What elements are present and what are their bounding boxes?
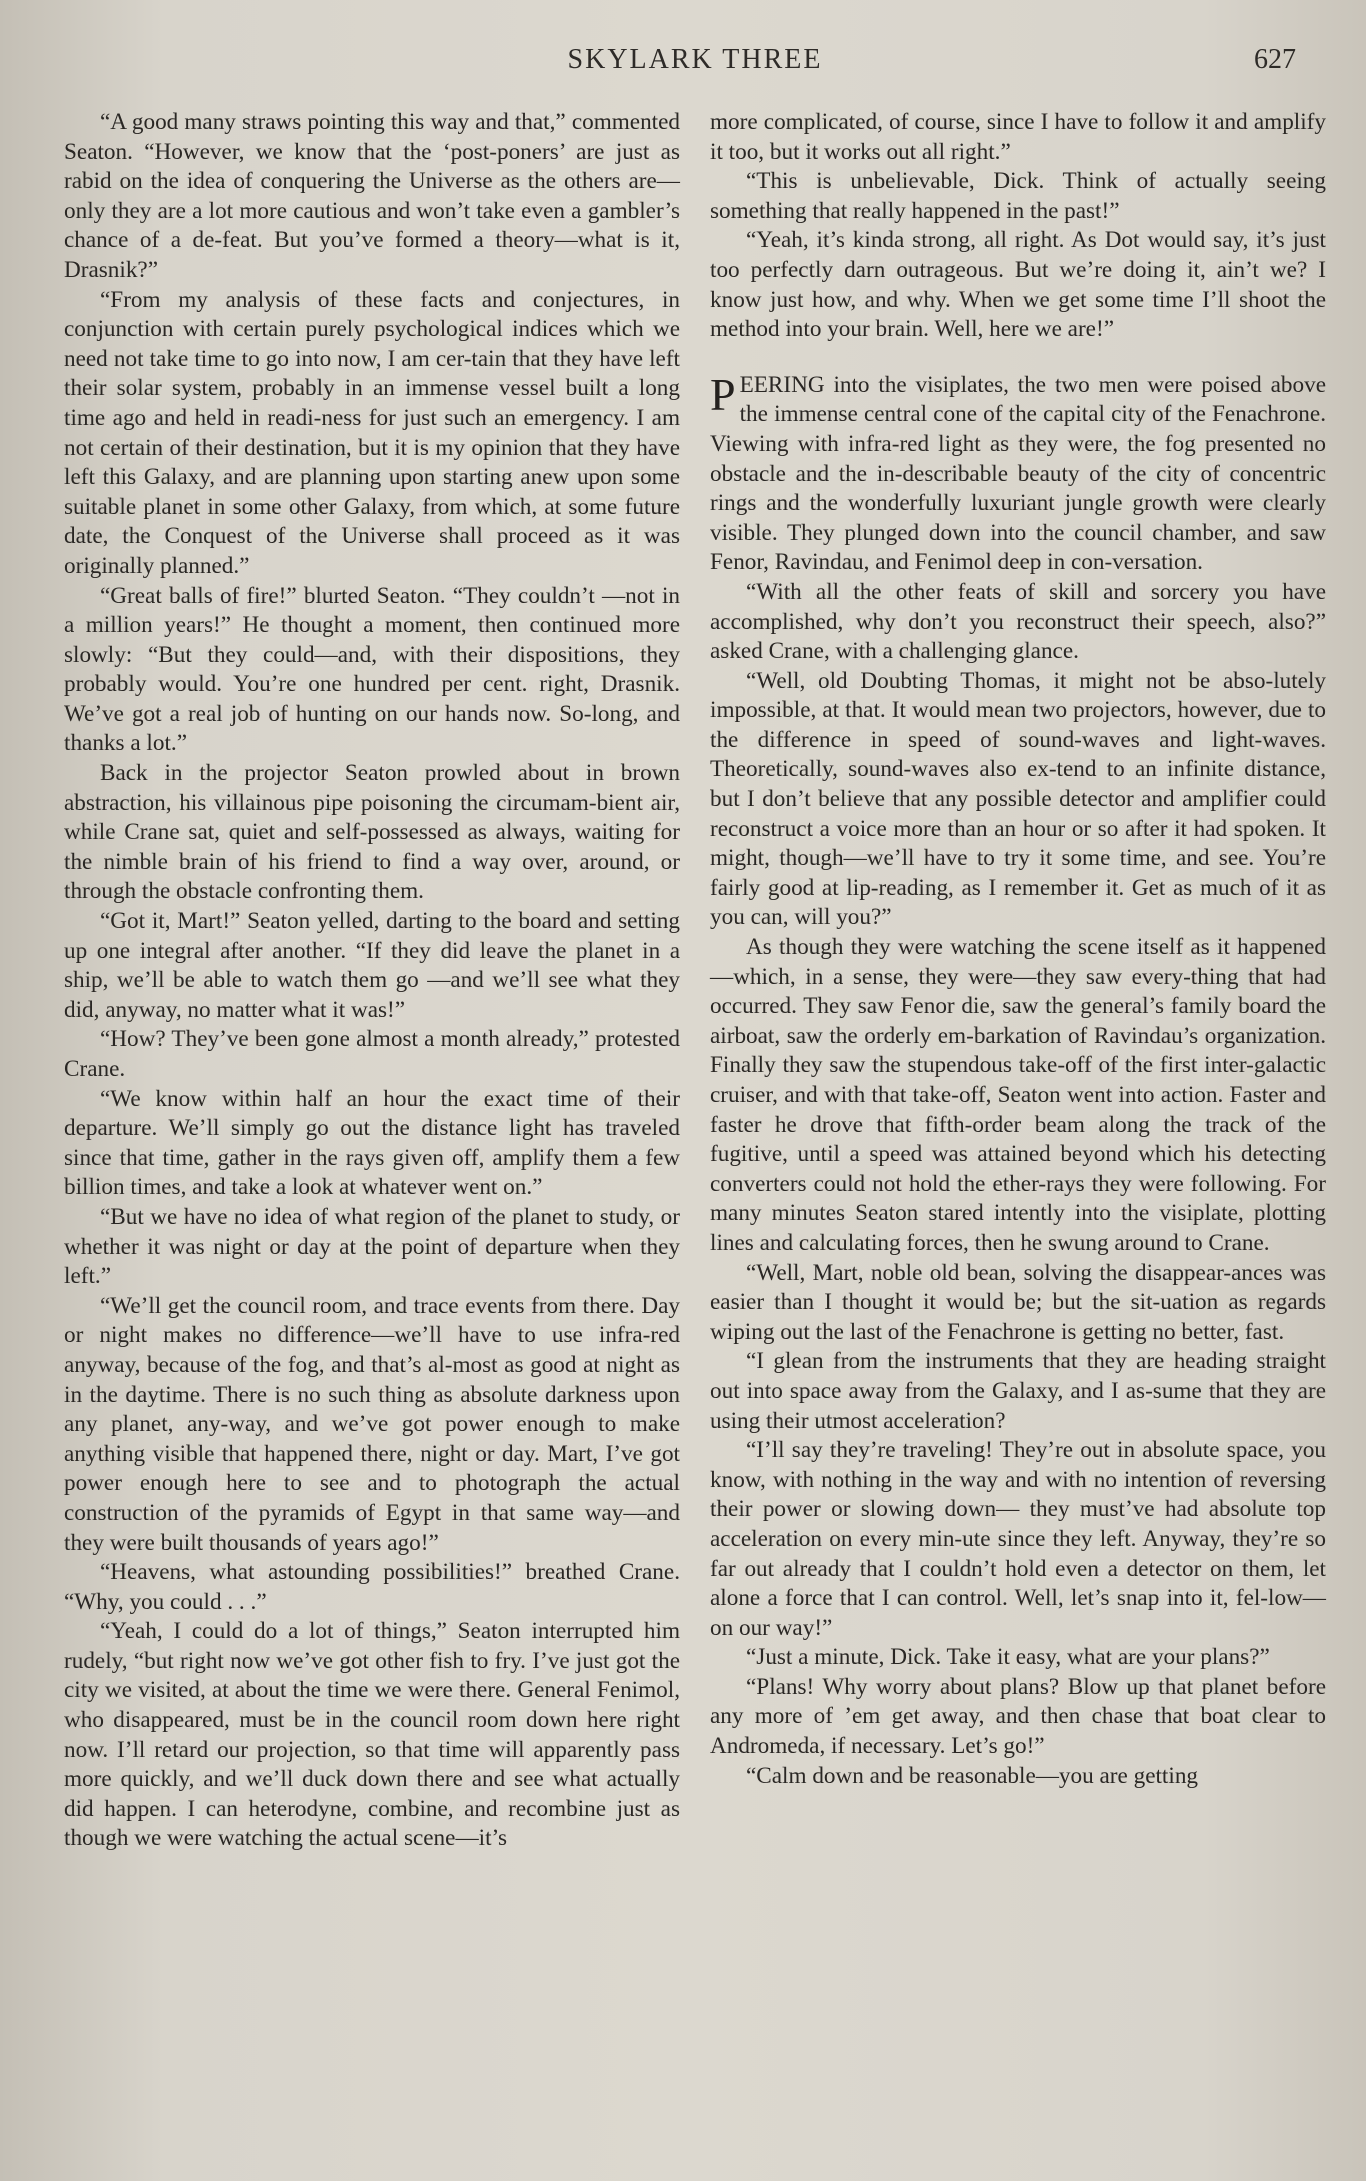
paragraph: “From my analysis of these facts and conjectures, in conjunction with certain purely psychological indices which we need not take time to go into now, I am cer-tain that they have left their solar system, probably in an immense vessel built a long time ago and held in readi-ness for just such an emergency. I am not certain of their destination, but it is my opinion that they have left this Galaxy, and are planning upon starting anew upon some suitable planet in some other Galaxy, from which, at some future date, the Conquest of the Universe shall proceed as it was originally planned.” (64, 286, 680, 579)
left-column (64, 108, 680, 1854)
paragraph: “Calm down and be reasonable—you are getting (746, 1762, 1199, 1789)
section-opening-text: EERING into the visiplates, the two men were poised above the immense central cone of the capital city of the Fenachrone. Viewing with infra-red light as they were, the fog presented no obstacle and the in-describable beauty of the city of concentric rings and the wonderfully luxuriant jungle growth were clearly visible. They plunged down into the council chamber, and saw Fenor, Ravindau, and Fenimol deep in con-versation. (710, 371, 1326, 576)
paragraph: “But we have no idea of what region of the planet to study, or whether it was night or day at the point of departure when they left.” (64, 1203, 680, 1290)
paragraph: “Plans! Why worry about plans? Blow up that planet before any more of ’em get away, and then chase that boat clear to Andromeda, if necessary. Let’s go!” (710, 1673, 1326, 1760)
paragraph: “We’ll get the council room, and trace events from there. Day or night makes no difference—we’ll have to use infra-red anyway, because of the fog, and that’s al-most as good at night as in the daytime. There is no such thing as absolute darkness upon any planet, any-way, and we’ve got power enough to make anything visible that happened there, night or day. Mart, I’ve got power enough here to see and to photograph the actual construction of the pyramids of Egypt in that same way—and they were built thousands of years ago!” (64, 1292, 680, 1556)
paragraph: Back in the projector Seaton prowled about in brown abstraction, his villainous pipe poisoning the circumam-bient air, while Crane sat, quiet and self-possessed as always, waiting for the nimble brain of his friend to find a way over, around, or through the obstacle confronting them. (64, 760, 680, 905)
paragraph: “Heavens, what astounding possibilities!” breathed Crane. “Why, you could . . .” (64, 1559, 680, 1615)
paragraph: “Got it, Mart!” Seaton yelled, darting to the board and setting up one integral after another. “If they did leave the planet in a ship, we’ll be able to watch them go —and we’ll see what they did, anyway, no matter what it was!” (64, 908, 680, 1023)
paragraph: “We know within half an hour the exact time of their departure. We’ll simply go out the distance light has traveled since that time, gather in the rays given off, amplify them a few billion times, and take a look at whatever went on.” (64, 1085, 680, 1201)
paragraph: “Yeah, I could do a lot of things,” Seaton interrupted him rudely, “but right now we’ve got other fish to fry. I’ve just got the city we visited, at about the time we were there. General Fenimol, who disappeared, must be in the council room down here right now. I’ll retard our projection, so that time will apparently pass more quickly, and we’ll duck down there and see what actually did happen. I can heterodyne, combine, and recombine just as though we were watching the actual scene—it’s (64, 1618, 680, 1852)
drop-cap: P (710, 368, 736, 420)
paragraph: “A good many straws pointing this way and that,” commented Seaton. “However, we know that the ‘post-poners’ are just as rabid on the idea of conquering the Universe as the others are—only they are a lot more cautious and won’t take even a gambler’s chance of a de-feat. But you’ve formed a theory—what is it, Drasnik?” (64, 109, 680, 283)
running-title: SKYLARK THREE (567, 44, 823, 75)
paragraph: “I glean from the instruments that they are heading straight out into space away from the Galaxy, and I as-sume that they are using their utmost acceleration? (710, 1348, 1326, 1434)
paragraph: “Great balls of fire!” blurted Seaton. “They couldn’t —not in a million years!” He thought a moment, then continued more slowly: “But they could—and, with their dispositions, they probably would. You’re one hundred per cent. right, Drasnik. We’ve got a real job of hunting on our hands now. So-long, and thanks a lot.” (64, 582, 680, 757)
paragraph: “Well, old Doubting Thomas, it might not be abso-lutely impossible, at that. It would mean two projectors, however, due to the difference in speed of sound-waves and light-waves. Theoretically, sound-waves also ex-tend to an infinite distance, but I don’t believe that any possible detector and amplifier could reconstruct a voice more than an hour or so after it had spoken. It might, though—we’ll have to try it some time, and see. You’re fairly good at lip-reading, as I remember it. Get as much of it as you can, will you?” (710, 667, 1326, 931)
paragraph: “Yeah, it’s kinda strong, all right. As Dot would say, it’s just too perfectly darn outrageous. But we’re doing it, ain’t we? I know just how, and why. When we get some time I’ll shoot the method into your brain. Well, here we are!” (710, 227, 1326, 343)
paragraph: “I’ll say they’re traveling! They’re out in absolute space, you know, with nothing in the way and with no intention of reversing their power or slowing down— they must’ve had absolute top acceleration on every min-ute since they left. Anyway, they’re so far out already that I couldn’t hold even a detector on them, let alone a force that I can control. Well, let’s snap into it, fel-low—on our way!” (710, 1437, 1326, 1641)
paragraph: As though they were watching the scene itself as it happened—which, in a sense, they were—they saw every-thing that had occurred. They saw Fenor die, saw the general’s family board the airboat, saw the orderly em-barkation of Ravindau’s organization. Finally they saw the stupendous take-off of the first inter-galactic cruiser, and with that take-off, Seaton went into action. Faster and faster he drove that fifth-order beam along the track of the fugitive, until a speed was attained beyond which his detecting converters could not hold the ether-rays they were following. For many minutes Seaton stared intently into the visiplate, plotting lines and calculating forces, then he swung around to Crane. (710, 934, 1326, 1256)
paragraph: “This is unbelievable, Dick. Think of actually seeing something that really happened in the past!” (710, 168, 1326, 224)
paragraph: “With all the other feats of skill and sorcery you have accomplished, why don’t you reconstruct their speech, also?” asked Crane, with a challenging glance. (710, 578, 1326, 665)
section-opening-paragraph (710, 368, 1326, 578)
right-column (710, 108, 1326, 1854)
text-columns (64, 108, 1326, 1854)
page-number: 627 (1254, 44, 1296, 75)
paragraph: “How? They’ve been gone almost a month already,” protested Crane. (64, 1026, 680, 1082)
paragraph: more complicated, of course, since I have to follow it and amplify it too, but it works out all right.” (710, 109, 1326, 165)
paragraph: “Well, Mart, noble old bean, solving the disappear-ances was easier than I thought it would be; but the sit-uation as regards wiping out the last of the Fenachrone is getting no better, fast. (710, 1259, 1326, 1345)
page-header (64, 44, 1326, 108)
paragraph: “Just a minute, Dick. Take it easy, what are your plans?” (746, 1644, 1270, 1671)
